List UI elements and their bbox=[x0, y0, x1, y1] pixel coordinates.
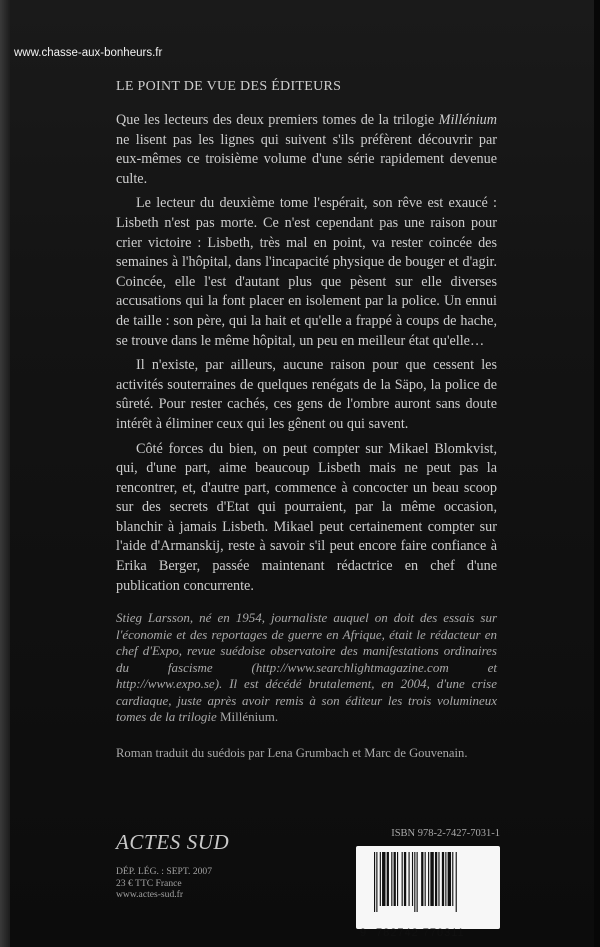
barcode-first-digit: 9 bbox=[360, 927, 368, 939]
price: 23 € TTC France bbox=[116, 877, 182, 889]
blurb-paragraph-2: Le lecteur du deuxième tome l'espérait, son rêve est exaucé : Lisbeth n'est pas morte. Ce n'est cependant pas une raison pour crier victoire : Lisbeth, très mal en point, va rester coincée des semaines à l'hôpital, dans l'incapacité physique de bouger et d'agir. Coincée, elle l'est d'autant plus que pèsent sur elle diverses accusations qui la font placer en isolement par la police. Un ennui de taille : son père, qui la hait et qu'elle a frappé à coups de hache, se trouve dans le même hôpital, un peu en meilleur état qu'elle… bbox=[116, 195, 497, 349]
barcode-bars-icon bbox=[374, 852, 490, 912]
blurb-text bbox=[116, 111, 497, 601]
blurb-paragraph-1-end: ne lisent pas les lignes qui suivent s'ils préfèrent découvrir par eux-mêmes ce troisième volume d'une série rapidement devenue culte. bbox=[116, 131, 497, 187]
publisher-website: www.actes-sud.fr bbox=[116, 889, 184, 900]
blurb-paragraph-1-start: Que les lecteurs des deux premiers tomes de la trilogie bbox=[116, 112, 439, 128]
barcode-rest-digits: 782742 770311 bbox=[376, 927, 465, 939]
author-bio-text: Stieg Larsson, né en 1954, journaliste auquel on doit des essais sur l'économie et des reportages de guerre en Afrique, était le rédacteur en chef d'Expo, revue suédoise observatoire des manifestations ordinaires du fascisme (http://www.searchlightmagazine.com et http://www.expo.se). Il est décédé brutalement, en 2004, d'une crise cardiaque, juste après avoir remis à son éditeur les trois volumineux tomes de la trilogie bbox=[116, 610, 497, 724]
cover-right-edge bbox=[594, 0, 600, 947]
legal-info bbox=[116, 866, 316, 901]
trilogy-title: Millénium bbox=[438, 112, 497, 128]
blurb-paragraph-3: Il n'existe, par ailleurs, aucune raison pour que cessent les activités souterraines de quelques renégats de la Säpo, la police de sûreté. Pour rester cachés, ces gens de l'ombre auront sans doute intérêt à éliminer ceux qui les gênent ou qui savent. bbox=[116, 357, 497, 432]
blurb-paragraph-4: Côté forces du bien, on peut compter sur Mikael Blomkvist, qui, d'une part, aime beaucoup Lisbeth mais ne peut pas la rencontrer, et, d'autre part, commence à concocter un beau scoop sur des secrets d'Etat qui pourraient, par la même occasion, blanchir à jamais Lisbeth. Mikael peut certainement compter sur l'aide d'Armanskij, reste à savoir s'il peut encore faire confiance à Erika Berger, passée maintenant rédactrice en chef d'une publication concurrente. bbox=[116, 440, 497, 594]
section-heading: LE POINT DE VUE DES ÉDITEURS bbox=[116, 79, 342, 94]
translation-credit: Roman traduit du suédois par Lena Grumbach et Marc de Gouvenain. bbox=[116, 746, 468, 760]
author-bio-trilogy-title: Millénium. bbox=[220, 709, 279, 724]
barcode bbox=[356, 846, 500, 939]
watermark-url: www.chasse-aux-bonheurs.fr bbox=[14, 47, 163, 59]
cover-left-edge bbox=[0, 0, 10, 947]
legal-deposit: DÉP. LÉG. : SEPT. 2007 bbox=[116, 866, 213, 877]
isbn-number: ISBN 978-2-7427-7031-1 bbox=[391, 828, 500, 839]
publisher-logo: ACTES SUD bbox=[116, 830, 230, 854]
author-bio bbox=[116, 610, 497, 726]
blurb-paragraph-1 bbox=[116, 111, 497, 189]
